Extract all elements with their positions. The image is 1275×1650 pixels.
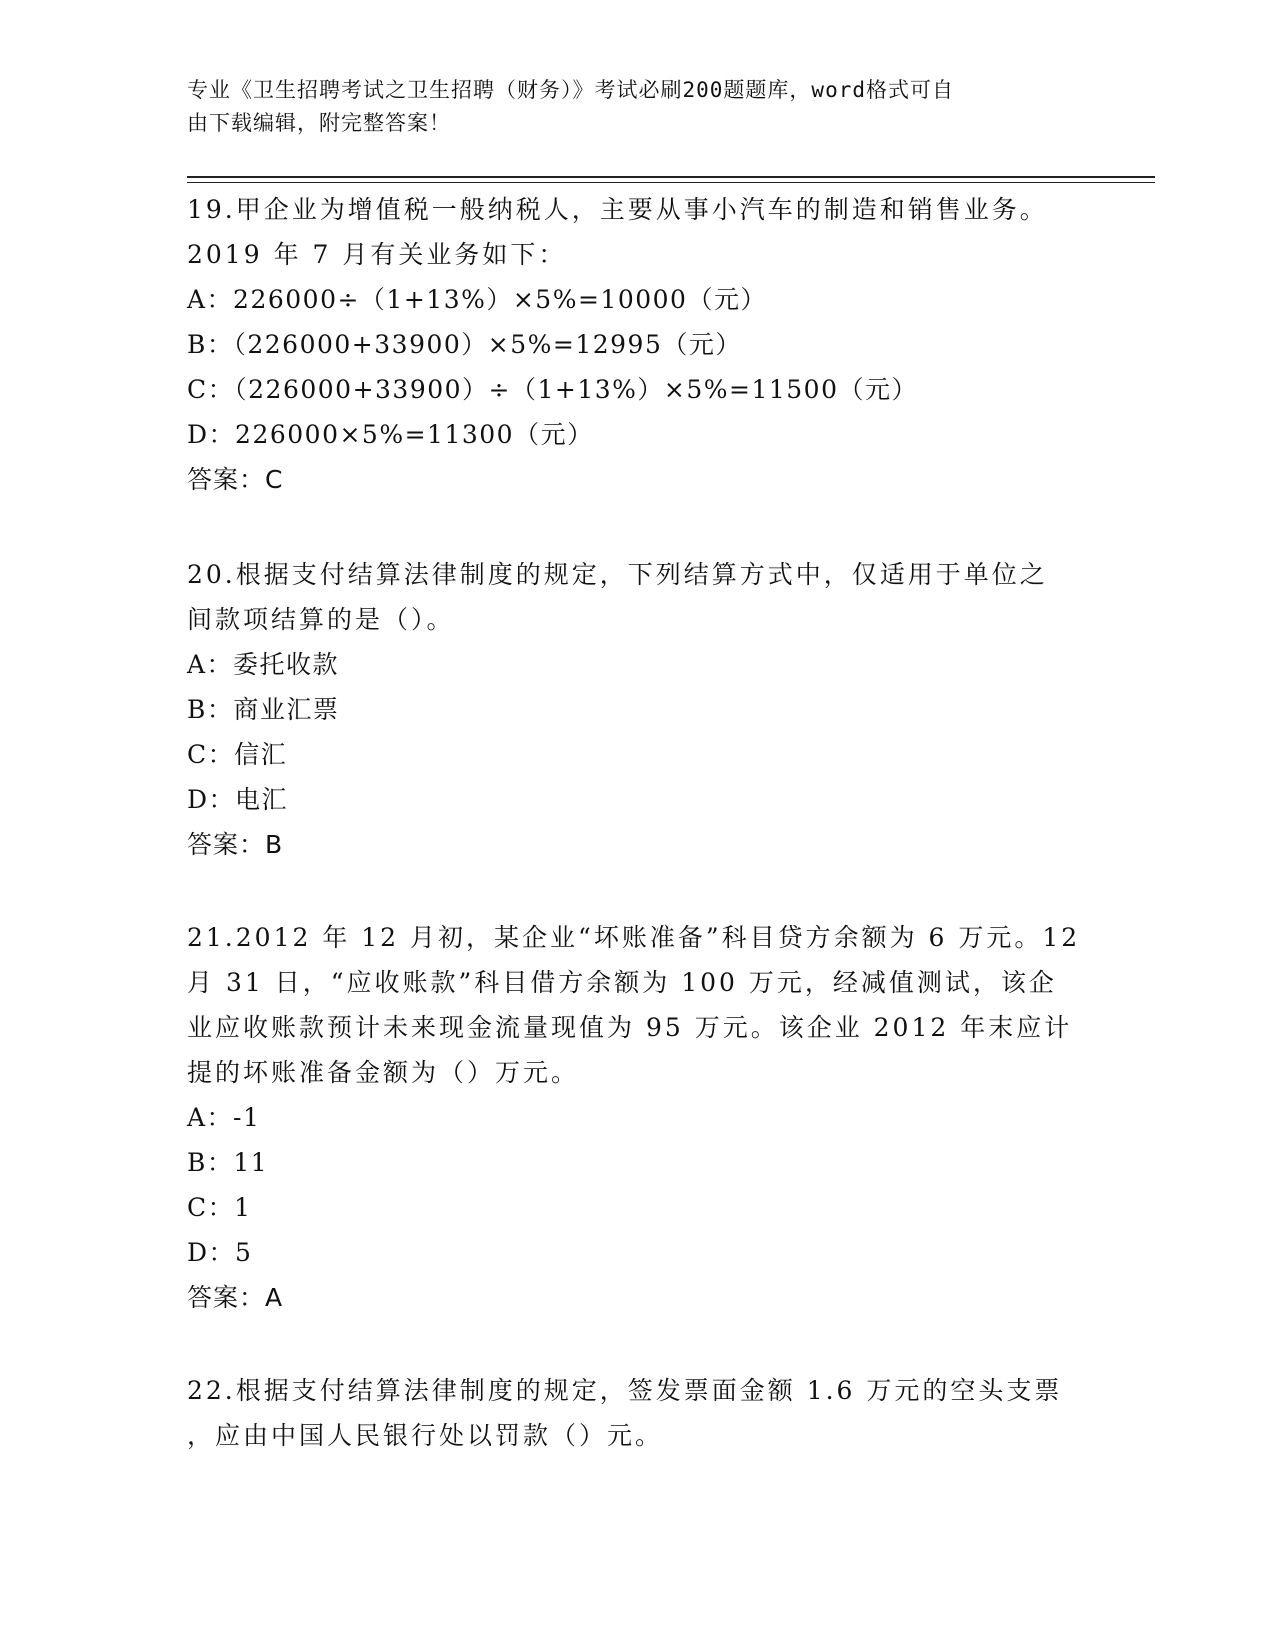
stem-line: 间款项结算的是（）。 — [187, 605, 455, 634]
stem-line: 业应收账款预计未来现金流量现值为 95 万元。该企业 2012 年末应计 — [187, 1013, 1073, 1042]
option-b: B：（226000+33900）×5%=12995（元） — [187, 330, 742, 359]
option-d: D：226000×5%=11300（元） — [187, 420, 594, 449]
answer: 答案：B — [187, 830, 284, 859]
option-a: A：委托收款 — [187, 650, 340, 679]
option-c: C：信汇 — [187, 740, 288, 769]
question-stem — [187, 1368, 1087, 1458]
stem-line: 20.根据支付结算法律制度的规定，下列结算方式中，仅适用于单位之 — [187, 560, 1048, 589]
option-d: D：电汇 — [187, 785, 289, 814]
option-c: C：1 — [187, 1193, 252, 1222]
stem-line: 19.甲企业为增值税一般纳税人，主要从事小汽车的制造和销售业务。 — [187, 195, 1048, 224]
header-divider-thin — [187, 182, 1155, 183]
question-stem — [187, 552, 1087, 642]
option-c: C：（226000+33900）÷（1+13%）×5%=11500（元） — [187, 375, 918, 404]
stem-line: 提的坏账准备金额为（）万元。 — [187, 1058, 580, 1087]
header-line-1: 专业《卫生招聘考试之卫生招聘（财务）》考试必刷200题题库，word格式可自 — [187, 78, 954, 102]
question-21 — [187, 915, 1087, 1320]
question-stem — [187, 187, 1087, 277]
question-stem — [187, 915, 1087, 1095]
option-b: B：11 — [187, 1148, 269, 1177]
answer: 答案：C — [187, 465, 284, 494]
stem-line: ，应由中国人民银行处以罚款（）元。 — [187, 1421, 664, 1450]
header-divider-thick — [187, 176, 1155, 178]
question-20 — [187, 552, 1087, 867]
option-a: A：226000÷（1+13%）×5%=10000（元） — [187, 285, 767, 314]
option-d: D：5 — [187, 1238, 253, 1267]
document-header — [187, 74, 1067, 140]
stem-line: 21.2012 年 12 月初，某企业“坏账准备”科目贷方余额为 6 万元。12 — [187, 923, 1081, 952]
stem-line: 22.根据支付结算法律制度的规定，签发票面金额 1.6 万元的空头支票 — [187, 1376, 1063, 1405]
option-b: B：商业汇票 — [187, 695, 340, 724]
question-19 — [187, 187, 1087, 502]
header-line-2: 由下载编辑，附完整答案！ — [187, 111, 451, 135]
stem-line: 月 31 日，“应收账款”科目借方余额为 100 万元，经减值测试，该企 — [187, 968, 1057, 997]
option-a: A：-1 — [187, 1103, 261, 1132]
stem-line: 2019 年 7 月有关业务如下： — [187, 240, 567, 269]
answer: 答案：A — [187, 1283, 284, 1312]
question-22 — [187, 1368, 1087, 1458]
